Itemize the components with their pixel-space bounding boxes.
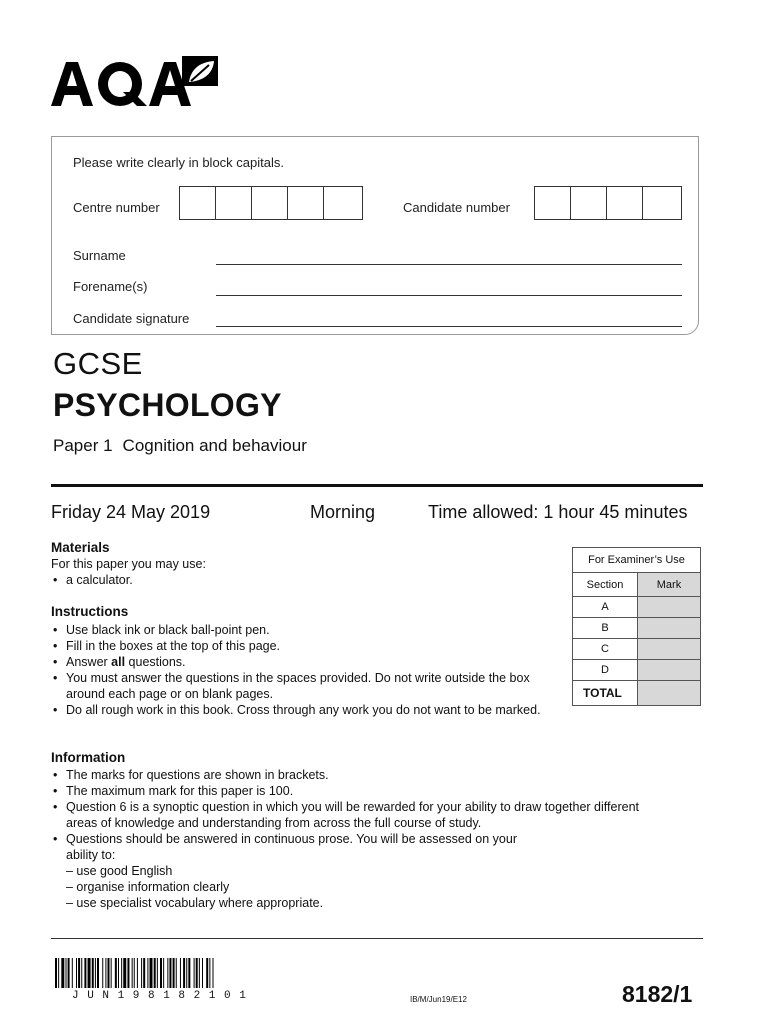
- centre-number-label: Centre number: [73, 200, 160, 215]
- barcode-bar: [92, 958, 94, 988]
- centre-digit-box[interactable]: [252, 187, 288, 219]
- barcode-text: JUN198182101: [72, 990, 255, 1002]
- mark-cell: [638, 639, 701, 660]
- barcode-bar: [78, 958, 80, 988]
- barcode-bar: [157, 958, 158, 988]
- list-item: – use good English: [66, 864, 173, 878]
- mark-cell: [638, 618, 701, 639]
- barcode-bar: [143, 958, 145, 988]
- barcode-bar: [76, 958, 77, 988]
- barcode-bar: [108, 958, 110, 988]
- centre-digit-box[interactable]: [180, 187, 216, 219]
- candidate-digit-box[interactable]: [607, 187, 643, 219]
- barcode-bar: [183, 958, 185, 988]
- barcode-bar: [196, 958, 198, 988]
- barcode-bar: [163, 958, 164, 988]
- list-item: • Do all rough work in this book. Cross through any work you do not want to be marked.: [51, 702, 551, 718]
- divider-thin: [51, 938, 703, 939]
- candidate-digit-box[interactable]: [643, 187, 679, 219]
- exam-subject: PSYCHOLOGY: [53, 387, 282, 423]
- materials-heading: Materials: [51, 540, 110, 555]
- barcode-bar: [84, 958, 86, 988]
- barcode-bar: [199, 958, 200, 988]
- barcode-bar: [115, 958, 117, 988]
- signature-line[interactable]: [216, 326, 682, 327]
- list-item: • Question 6 is a synoptic question in which you will be rewarded for your ability to draw together different areas of knowledge and understanding from across the full course of study.: [51, 799, 671, 831]
- barcode-bar: [202, 958, 203, 988]
- barcode-bar: [173, 958, 175, 988]
- exam-level: GCSE: [53, 346, 143, 381]
- list-item: – use specialist vocabulary where appropriate.: [66, 896, 324, 910]
- section-cell: A: [573, 597, 638, 618]
- barcode-bar: [194, 958, 195, 988]
- paper-code: 8182/1: [622, 981, 693, 1007]
- materials-list: [51, 572, 551, 588]
- block-capitals-instruction: Please write clearly in block capitals.: [73, 155, 284, 170]
- paper-number: Paper 1: [53, 436, 113, 455]
- paper-reference: IB/M/Jun19/E12: [410, 995, 467, 1004]
- list-item: • a calculator.: [51, 572, 551, 588]
- examiner-table-title: For Examiner’s Use: [573, 548, 701, 573]
- list-item: – organise information clearly: [66, 880, 230, 894]
- barcode-bar: [105, 958, 106, 988]
- aqa-logo: [51, 54, 221, 110]
- barcode-bar: [150, 958, 153, 988]
- mark-column-header: Mark: [638, 573, 701, 597]
- candidate-digit-box[interactable]: [571, 187, 607, 219]
- barcode-bar: [169, 958, 171, 988]
- barcode-bar: [88, 958, 91, 988]
- list-item: • Fill in the boxes at the top of this page.: [51, 638, 551, 654]
- forename-label: Forename(s): [73, 279, 148, 294]
- barcode-bar: [68, 958, 70, 988]
- barcode-bar: [154, 958, 156, 988]
- barcode-bar: [188, 958, 190, 988]
- section-cell: D: [573, 660, 638, 681]
- information-heading: Information: [51, 750, 126, 765]
- centre-digit-box[interactable]: [324, 187, 360, 219]
- candidate-details-box: [51, 136, 699, 335]
- barcode-bar: [66, 958, 67, 988]
- section-column-header: Section: [573, 573, 638, 597]
- section-cell: C: [573, 639, 638, 660]
- centre-number-boxes[interactable]: [179, 186, 363, 220]
- exam-date: Friday 24 May 2019: [51, 502, 211, 522]
- barcode-bar: [55, 958, 57, 988]
- barcode-bar: [137, 958, 138, 988]
- barcode: [55, 958, 300, 988]
- paper-heading: [53, 436, 307, 456]
- paper-title: Cognition and behaviour: [122, 436, 307, 455]
- barcode-bar: [81, 958, 82, 988]
- section-cell: B: [573, 618, 638, 639]
- instructions-list: [51, 622, 551, 718]
- leaf-icon: [182, 56, 218, 86]
- barcode-bar: [209, 958, 210, 988]
- barcode-bar: [180, 958, 181, 988]
- assessment-criteria: [51, 863, 323, 911]
- instructions-heading: Instructions: [51, 604, 129, 619]
- list-item: • Questions should be answered in continuous prose. You will be assessed on your ability to:: [51, 831, 552, 863]
- candidate-number-boxes[interactable]: [534, 186, 682, 220]
- candidate-number-label: Candidate number: [403, 200, 510, 215]
- information-list: [51, 767, 671, 863]
- centre-digit-box[interactable]: [216, 187, 252, 219]
- list-item: • Answer all questions.: [51, 654, 551, 670]
- candidate-digit-box[interactable]: [535, 187, 571, 219]
- signature-label: Candidate signature: [73, 311, 190, 326]
- list-item: • Use black ink or black ball-point pen.: [51, 622, 551, 638]
- barcode-bar: [95, 958, 96, 988]
- barcode-bar: [102, 958, 103, 988]
- time-allowed: Time allowed: 1 hour 45 minutes: [428, 502, 688, 522]
- total-mark-cell: [638, 681, 701, 706]
- barcode-bar: [167, 958, 168, 988]
- barcode-bar: [134, 958, 135, 988]
- total-label: TOTAL: [573, 681, 638, 706]
- surname-line[interactable]: [216, 264, 682, 265]
- barcode-bar: [118, 958, 119, 988]
- mark-cell: [638, 660, 701, 681]
- centre-digit-box[interactable]: [288, 187, 324, 219]
- list-item: • The marks for questions are shown in brackets.: [51, 767, 671, 783]
- barcode-bar: [147, 958, 148, 988]
- barcode-bar: [123, 958, 126, 988]
- barcode-bar: [186, 958, 187, 988]
- barcode-bar: [58, 958, 59, 988]
- barcode-bar: [206, 958, 208, 988]
- barcode-bar: [176, 958, 177, 988]
- barcode-bar: [141, 958, 142, 988]
- barcode-bar: [97, 958, 99, 988]
- divider-thick: [51, 484, 703, 487]
- barcode-bar: [61, 958, 64, 988]
- barcode-bar: [213, 958, 214, 988]
- barcode-bar: [121, 958, 122, 988]
- forename-line[interactable]: [216, 295, 682, 296]
- barcode-bar: [72, 958, 73, 988]
- examiner-use-table: [572, 547, 701, 706]
- materials-intro: For this paper you may use:: [51, 557, 206, 571]
- barcode-bar: [127, 958, 129, 988]
- barcode-bar: [132, 958, 133, 988]
- mark-cell: [638, 597, 701, 618]
- barcode-bar: [160, 958, 162, 988]
- list-item: • You must answer the questions in the spaces provided. Do not write outside the box around each page or on blank pages.: [51, 670, 551, 702]
- barcode-bar: [111, 958, 112, 988]
- list-item: • The maximum mark for this paper is 100.: [51, 783, 671, 799]
- surname-label: Surname: [73, 248, 126, 263]
- exam-session: Morning: [310, 502, 376, 522]
- aqa-logo-letters: [51, 62, 191, 106]
